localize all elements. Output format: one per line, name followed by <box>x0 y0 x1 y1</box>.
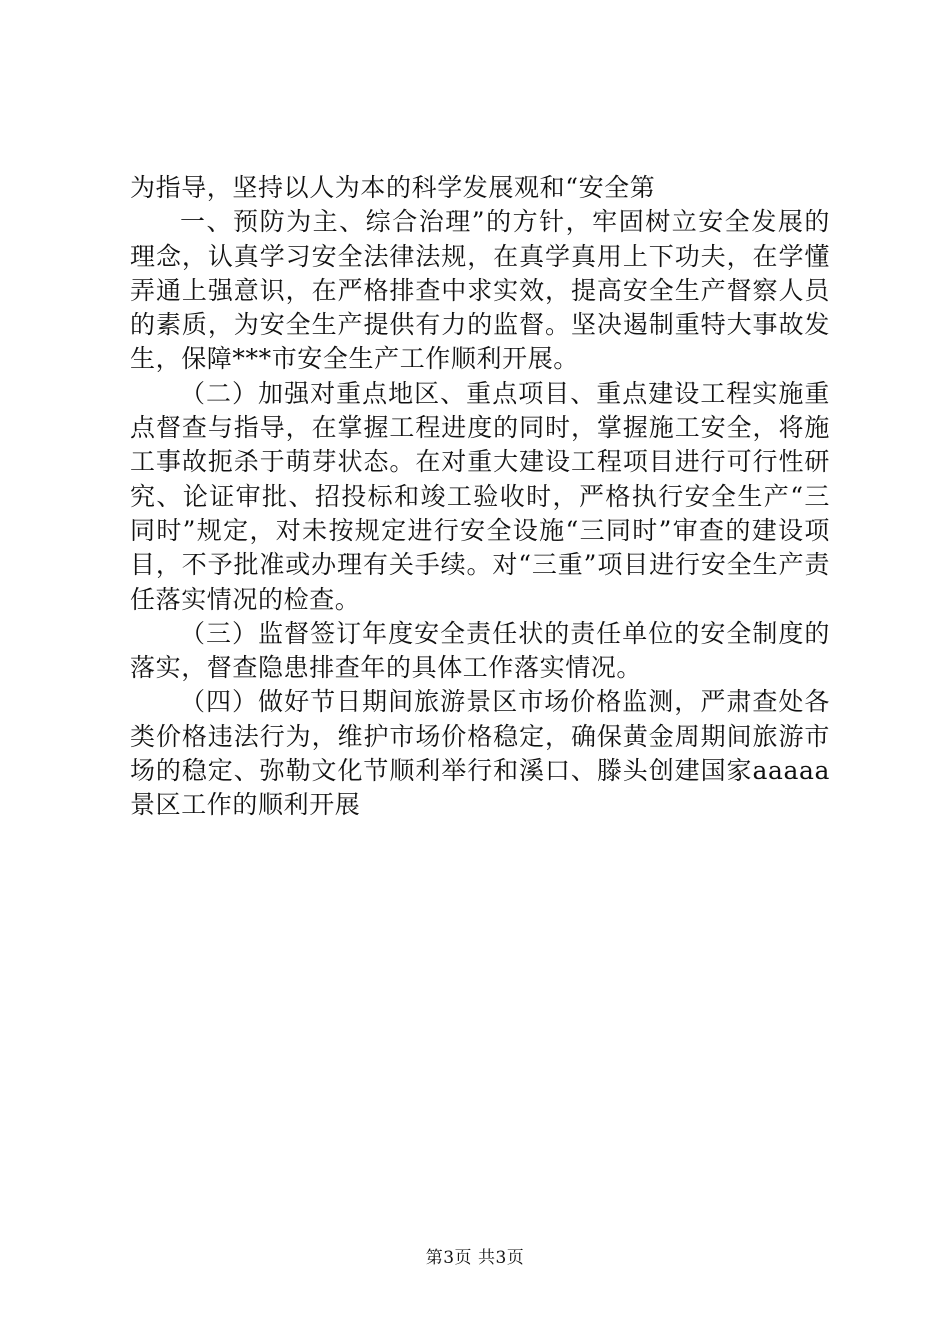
paragraph-item-4: （四）做好节日期间旅游景区市场价格监测，严肃查处各类价格违法行为，维护市场价格稳定，确保黄金周期间旅游市场的稳定、弥勒文化节顺利举行和溪口、滕头创建国家aaaaa景区工作的顺利开展 <box>130 687 830 820</box>
document-body <box>130 171 830 823</box>
paragraph-continuation: 为指导，坚持以人为本的科学发展观和“安全第 <box>130 173 656 202</box>
paragraph-item-1: 一、预防为主、综合治理”的方针，牢固树立安全发展的理念，认真学习安全法律法规，在真学真用上下功夫，在学懂弄通上强意识，在严格排查中求实效，提高安全生产督察人员的素质，为安全生产提供有力的监督。坚决遏制重特大事故发生，保障***市安全生产工作顺利开展。 <box>130 207 830 374</box>
paragraph-item-3: （三）监督签订年度安全责任状的责任单位的安全制度的落实，督查隐患排查年的具体工作落实情况。 <box>130 618 830 683</box>
paragraph-item-2: （二）加强对重点地区、重点项目、重点建设工程实施重点督查与指导，在掌握工程进度的同时，掌握施工安全，将施工事故扼杀于萌芽状态。在对重大建设工程项目进行可行性研究、论证审批、招投标和竣工验收时，严格执行安全生产“三同时”规定，对未按规定进行安全设施“三同时”审查的建设项目，不予批准或办理有关手续。对“三重”项目进行安全生产责任落实情况的检查。 <box>130 378 830 614</box>
page-footer: 第3页 共3页 <box>425 1248 525 1268</box>
